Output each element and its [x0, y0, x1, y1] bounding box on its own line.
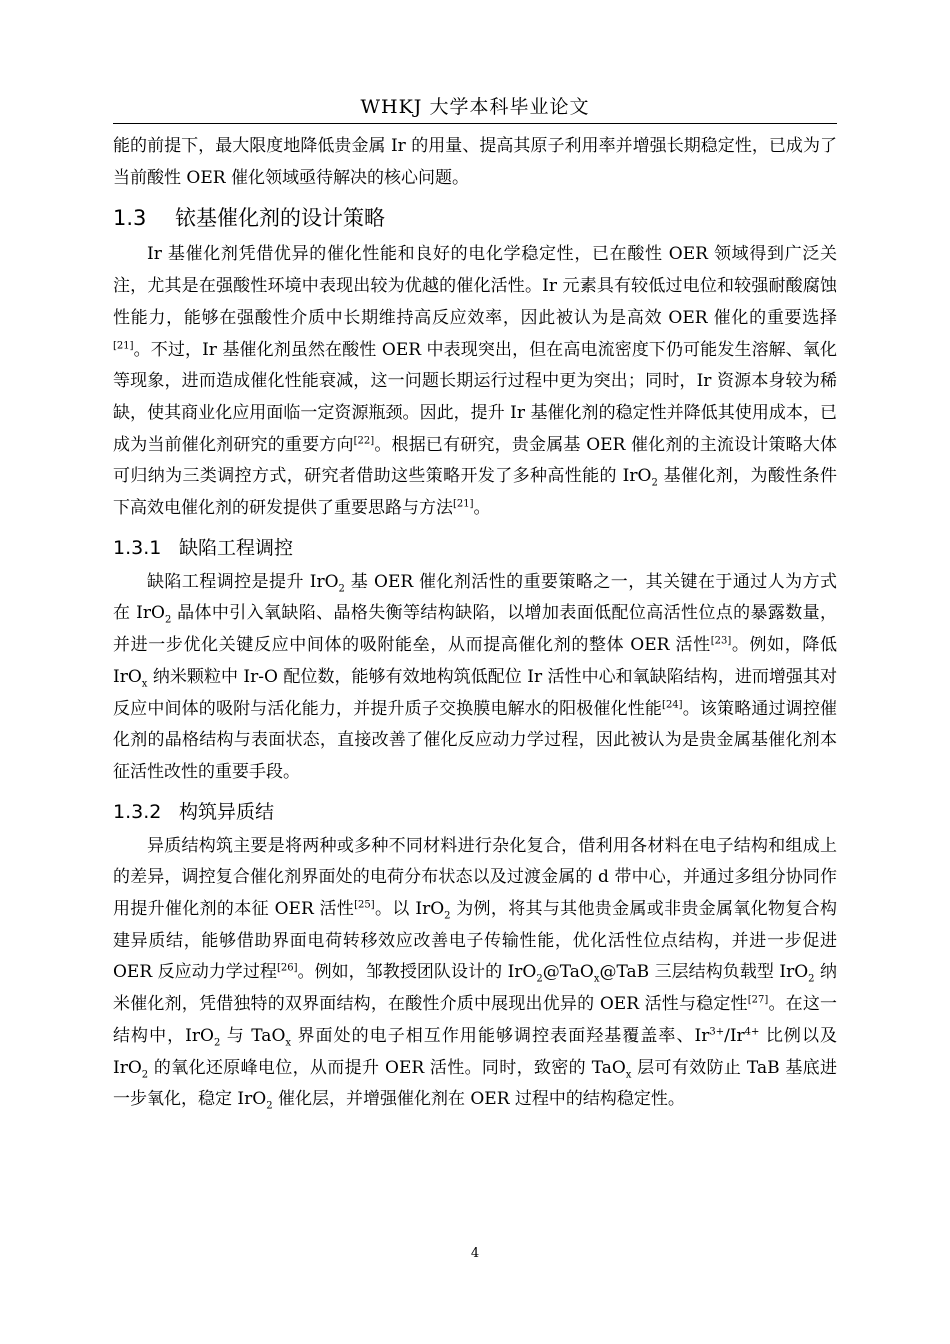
superscript: 3+ — [709, 1026, 725, 1038]
text-run: 。例如，降低 IrO — [113, 635, 838, 687]
text-run: 。在这一结构中，IrO — [113, 994, 838, 1046]
subscript: x — [285, 1037, 292, 1049]
text-run: 基 OER 催化剂活性的重要策略之一，其关键在于通过人为方式在 IrO — [113, 571, 837, 624]
text-run: 纳米颗粒中 Ir-O 配位数，能够有效地构筑低配位 Ir 活性中心和氧缺陷结构，进而增强其对反应中间体的吸附与活化能力，并提升质子交换膜电解水的阳极催化性能 — [113, 666, 837, 719]
text-run: 。不过，Ir 基催化剂虽然在酸性 OER 中表现突出，但在高电流密度下仍可能发生溶解、氧化等现象，进而造成催化性能衰减，这一问题长期运行过程中更为突出；同时，Ir 资源本身较为稀缺，使其商业化应用面临一定资源瓶颈。因此，提升 Ir 基催化剂的稳定性并降低其使用成本，已成为当前催化剂研究的重要方向 — [113, 339, 837, 455]
text-run: 。 — [473, 498, 491, 519]
subscript: x — [625, 1068, 632, 1080]
citation: [22] — [353, 434, 375, 446]
text-run: 界面处的电子相互作用能够调控表面羟基覆盖率、Ir — [291, 1025, 710, 1046]
text-run: 。该策略通过调控催化剂的晶格结构与表面状态，直接改善了催化反应动力学过程，因此被认为是贵金属基催化剂本征活性改性的重要手段。 — [113, 698, 837, 782]
text-run: 的氧化还原峰电位，从而提升 OER 活性。同时，致密的 TaO — [148, 1057, 626, 1078]
section-heading-1-3 — [113, 204, 837, 232]
section-heading-1-3-1 — [113, 534, 837, 562]
text-run: 层可有效防止 TaB 基底进一步氧化，稳定 IrO — [113, 1057, 837, 1110]
section-title: 缺陷工程调控 — [179, 536, 294, 559]
citation: [24] — [662, 698, 683, 710]
section-heading-1-3-2 — [113, 798, 837, 826]
subscript: 2 — [164, 614, 172, 626]
citation: [26] — [276, 962, 298, 974]
section-number: 1.3.2 — [113, 800, 162, 823]
text-run: 纳米催化剂，凭借独特的双界面结构，在酸性介质中展现出优异的 OER 活性与稳定性 — [113, 962, 838, 1015]
text-run: 基催化剂，为酸性条件下高效电催化剂的研发提供了重要思路与方法 — [113, 466, 838, 519]
text-run: 与 TaO — [220, 1025, 286, 1046]
superscript: 4+ — [744, 1026, 760, 1038]
text-run: 。例如，邹教授团队设计的 IrO — [297, 962, 537, 983]
subscript: x — [141, 678, 148, 690]
page-number: 4 — [470, 1246, 480, 1261]
paragraph-1-3-1 — [113, 567, 837, 789]
subscript: 2 — [808, 973, 815, 985]
text-run: @TaO — [542, 962, 594, 983]
paragraph-1-3 — [113, 239, 837, 524]
subscript: 2 — [141, 1068, 149, 1080]
body-text — [113, 131, 837, 1116]
citation: [25] — [354, 899, 375, 911]
section-number: 1.3 — [113, 206, 147, 231]
text-run: 催化层，并增强催化剂在 OER 过程中的结构稳定性。 — [272, 1089, 685, 1110]
text-run: /Ir — [724, 1025, 745, 1046]
intro-paragraph: 能的前提下，最大限度地降低贵金属 Ir 的用量、提高其原子利用率并增强长期稳定性，已成为了当前酸性 OER 催化领域亟待解决的核心问题。 — [113, 136, 837, 188]
text-run: 。以 IrO — [374, 899, 445, 920]
text-run: 为例，将其与其他贵金属或非贵金属氧化物复合构建异质结，能够借助界面电荷转移效应改善电子传输性能，优化活性位点结构，并进一步促进 OER 反应动力学过程 — [113, 899, 837, 983]
text-run: 。根据已有研究，贵金属基 OER 催化剂的主流设计策略大体可归纳为三类调控方式，研究者借助这些策略开发了多种高性能的 IrO — [113, 434, 838, 487]
subscript: x — [593, 973, 600, 985]
text-run: @TaB 三层结构负载型 IrO — [599, 962, 809, 983]
citation: [23] — [710, 635, 732, 647]
subscript: 2 — [266, 1100, 273, 1112]
subscript: 2 — [444, 910, 451, 922]
subscript: 2 — [651, 477, 658, 489]
text-run: 比例以及 IrO — [113, 1025, 838, 1078]
text-run: 缺陷工程调控是提升 IrO — [147, 571, 339, 592]
subscript: 2 — [213, 1037, 221, 1049]
citation: [27] — [747, 994, 769, 1006]
subscript: 2 — [338, 583, 345, 595]
header-rule — [113, 123, 837, 124]
section-number: 1.3.1 — [113, 536, 162, 559]
paragraph-1-3-2 — [113, 831, 837, 1116]
section-title: 构筑异质结 — [179, 800, 275, 823]
citation: [21] — [113, 339, 134, 351]
text-run: Ir 基催化剂凭借优异的催化性能和良好的电化学稳定性，已在酸性 OER 领域得到广泛关注，尤其是在强酸性环境中表现出较为优越的催化活性。Ir 元素具有较低过电位和较强耐酸腐蚀性能力，能够在强酸性介质中长期维持高反应效率，因此被认为是高效 OER 催化的重要选择 — [113, 244, 837, 328]
page-header: WHKJ 大学本科毕业论文 — [360, 96, 590, 118]
section-title: 铱基催化剂的设计策略 — [175, 206, 385, 231]
subscript: 2 — [536, 973, 543, 985]
text-run: 异质结构筑主要是将两种或多种不同材料进行杂化复合，借利用各材料在电子结构和组成上的差异，调控复合催化剂界面处的电荷分布状态以及过渡金属的 d 带中心，并通过多组分协同作用提升催化剂的本征 OER 活性 — [113, 835, 837, 920]
citation: [21] — [453, 498, 474, 510]
text-run: 晶体中引入氧缺陷、晶格失衡等结构缺陷，以增加表面低配位高活性位点的暴露数量，并进一步优化关键反应中间体的吸附能垒，从而提高催化剂的整体 OER 活性 — [113, 603, 837, 656]
